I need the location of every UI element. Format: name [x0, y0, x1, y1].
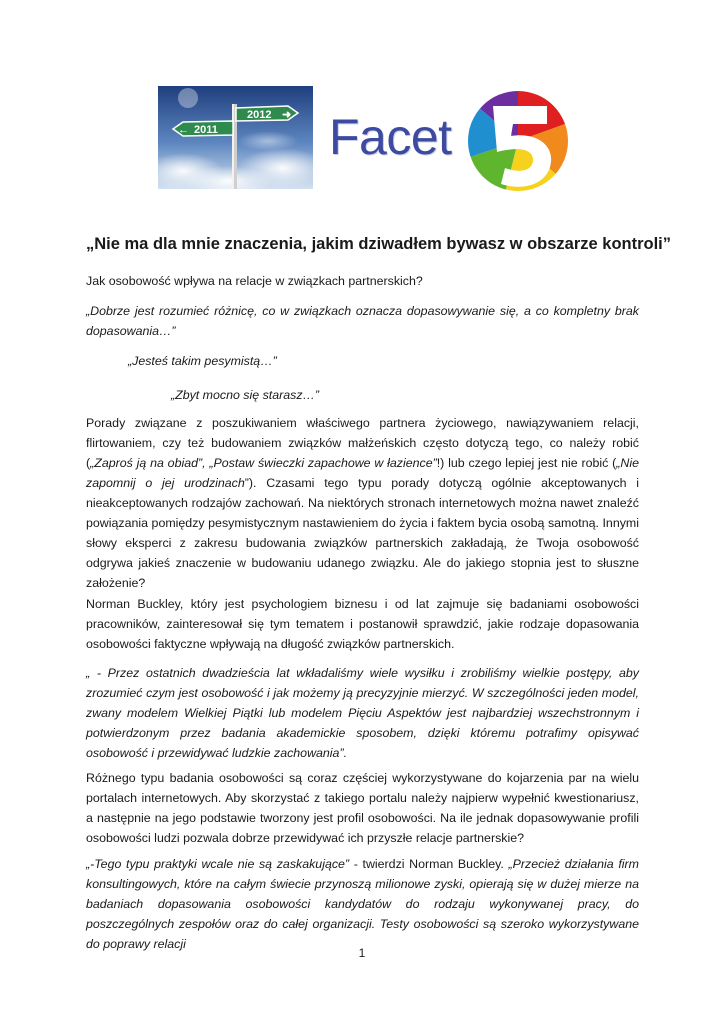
- logo-text: Facet: [329, 109, 452, 165]
- svg-text:➜: ➜: [282, 109, 292, 121]
- paragraph-1: [86, 413, 639, 593]
- paragraph-1-text-b: !) lub czego lepiej jest nie robić (: [436, 456, 617, 470]
- quote-1: „Dobrze jest rozumieć różnicę, co w związkach oznacza dopasowywanie się, a co kompletny brak dopasowania…”: [86, 304, 639, 338]
- paragraph-1-italic-a: „Zaproś ją na obiad”, „Postaw świeczki zapachowe w łazience”: [90, 456, 437, 470]
- paragraph-5-italic-a: „-Tego typu praktyki wcale nie są zaskakujące”: [86, 857, 350, 871]
- svg-text:←: ←: [178, 124, 189, 136]
- signpost-image: [158, 86, 313, 189]
- paragraph-5-italic-b: „Przecież działania firm konsultingowych, które na całym świecie przynoszą milionowe zyski, opierają się w dużej mierze na badaniach dopasowania osobowości kandydatów do rodzaju wykonywanej pracy, do poszczególnych zespołów oraz do całej organizacji. Testy osobowości są szeroko wykorzystywane do poprawy relacji: [86, 857, 639, 951]
- subtitle: Jak osobowość wpływa na relacje w związkach partnerskich?: [86, 274, 423, 288]
- paragraph-3: „ - Przez ostatnich dwadzieścia lat wkładaliśmy wiele wysiłku i zrobiliśmy wielkie postępy, aby zrozumieć czym jest osobowość i jak możemy ją precyzyjnie mierzyć. W szczególności jeden model, zwany modelem Wielkiej Piątki lub modelem Pięciu Aspektów jest najbardziej wszechstronnym i potwierdzonym przez badania akademickie sposobem, dzięki któremu potrafimy opisywać osobowość i przewidywać ludzkie zachowania”.: [86, 666, 639, 760]
- paragraph-4: Różnego typu badania osobowości są coraz częściej wykorzystywane do kojarzenia par na wielu portalach internetowych. Aby skorzystać z takiego portalu należy najpierw wypełnić kwestionariusz, a następnie na jego podstawie tworzony jest profil osobowości. Na ile jednak dopasowywanie profili osobowości ludzi pozwala dobrze przewidywać ich przyszłe relacje partnerskie?: [86, 771, 639, 845]
- paragraph-1-italic-b: „Nie zapomnij o jej urodzinach: [86, 456, 639, 490]
- paragraph-1-text-c: ”). Czasami tego typu porady dotyczą ogólnie akceptowanych i nieakceptowanych rodzajów zachowań. Na niektórych stronach internetowych można nawet znaleźć powiązania pomiędzy pesymistycznym nastawieniem do życia i faktem bycia osobą samotną. Innymi słowy eksperci z zakresu budowania związków partnerskich zakładają, że Twoja osobowość odgrywa jakieś znaczenie w budowaniu udanego związku. Ale do jakiego stopnia jest to słuszne założenie?: [86, 476, 639, 590]
- paragraph-5-text-a: - twierdzi Norman Buckley.: [349, 857, 509, 871]
- logo-five-icon: [465, 88, 571, 194]
- sign-2011-label: 2011: [194, 124, 218, 136]
- quote-2: „Jesteś takim pesymistą…”: [128, 354, 277, 368]
- quote-3: „Zbyt mocno się starasz…”: [171, 388, 320, 402]
- facet5-logo: [323, 86, 573, 196]
- paragraph-5: [86, 854, 639, 954]
- page-number: 1: [358, 946, 366, 960]
- document-title: „Nie ma dla mnie znaczenia, jakim dziwadłem bywasz w obszarze kontroli”: [86, 235, 672, 253]
- sign-2012-label: 2012: [247, 109, 272, 121]
- paragraph-2: Norman Buckley, który jest psychologiem biznesu i od lat zajmuje się badaniami osobowości pracowników, zainteresował się tym tematem i postanowił sprawdzić, jakie rodzaje dopasowania osobowości faktyczne wpływają na długość związków partnerskich.: [86, 597, 639, 651]
- paragraph-1-text-a: Porady związane z poszukiwaniem właściwego partnera życiowego, nawiązywaniem relacji, flirtowaniem, czy też budowaniem związków małżeńskich często dotyczą tego, co należy robić (: [86, 416, 639, 470]
